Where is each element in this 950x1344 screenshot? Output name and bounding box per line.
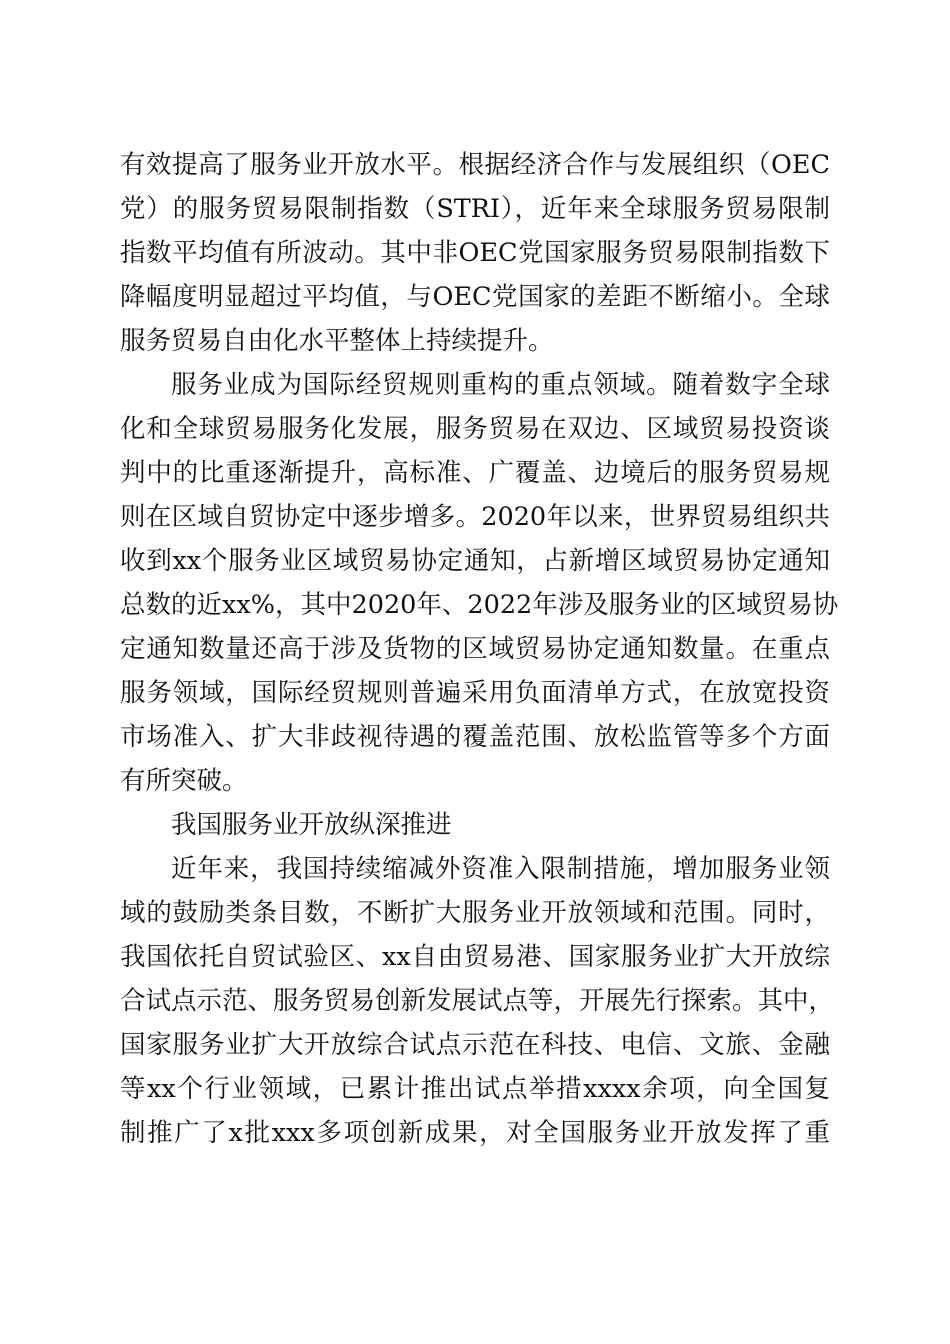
paragraph-1-line-4: 降幅度明显超过平均值，与OEC党国家的差距不断缩小。全球 (120, 282, 830, 312)
paragraph-2-line-8: 服务领域，国际经贸规则普遍采用负面清单方式，在放宽投资 (120, 678, 830, 708)
paragraph-2-line-7: 定通知数量还高于涉及货物的区域贸易协定通知数量。在重点 (120, 634, 830, 664)
paragraph-3-line-1: 近年来，我国持续缩减外资准入限制措施，增加服务业领 (171, 854, 830, 884)
paragraph-2-line-1: 服务业成为国际经贸规则重构的重点领域。随着数字全球 (171, 370, 830, 400)
paragraph-1-line-2: 党）的服务贸易限制指数（STRI），近年来全球服务贸易限制 (120, 194, 830, 224)
paragraph-1-line-1: 有效提高了服务业开放水平。根据经济合作与发展组织（OEC (120, 150, 830, 180)
paragraph-2-line-9: 市场准入、扩大非歧视待遇的覆盖范围、放松监管等多个方面 (120, 722, 830, 752)
paragraph-2-line-10: 有所突破。 (120, 766, 248, 796)
paragraph-2-line-5: 收到xx个服务业区域贸易协定通知，占新增区域贸易协定通知 (120, 546, 830, 576)
paragraph-3-line-2: 域的鼓励类条目数，不断扩大服务业开放领域和范围。同时， (120, 898, 830, 928)
paragraph-2-line-3: 判中的比重逐渐提升，高标准、广覆盖、边境后的服务贸易规 (120, 458, 830, 488)
paragraph-2-line-4: 则在区域自贸协定中逐步增多。2020年以来，世界贸易组织共 (120, 502, 830, 532)
paragraph-1-line-5: 服务贸易自由化水平整体上持续提升。 (120, 326, 554, 356)
paragraph-3-line-5: 国家服务业扩大开放综合试点示范在科技、电信、文旅、金融 (120, 1030, 830, 1060)
paragraph-3-line-6: 等xx个行业领域，已累计推出试点举措xxxx余项，向全国复 (120, 1074, 830, 1104)
section-heading: 我国服务业开放纵深推进 (171, 810, 452, 840)
paragraph-3-line-4: 合试点示范、服务贸易创新发展试点等，开展先行探索。其中， (120, 986, 835, 1016)
paragraph-3-line-3: 我国依托自贸试验区、xx自由贸易港、国家服务业扩大开放综 (120, 942, 830, 972)
paragraph-2-line-6: 总数的近xx%，其中2020年、2022年涉及服务业的区域贸易协 (120, 590, 839, 620)
paragraph-3-line-7: 制推广了x批xxx多项创新成果，对全国服务业开放发挥了重 (120, 1118, 830, 1148)
paragraph-1-line-3: 指数平均值有所波动。其中非OEC党国家服务贸易限制指数下 (120, 238, 830, 268)
paragraph-2-line-2: 化和全球贸易服务化发展，服务贸易在双边、区域贸易投资谈 (120, 414, 830, 444)
